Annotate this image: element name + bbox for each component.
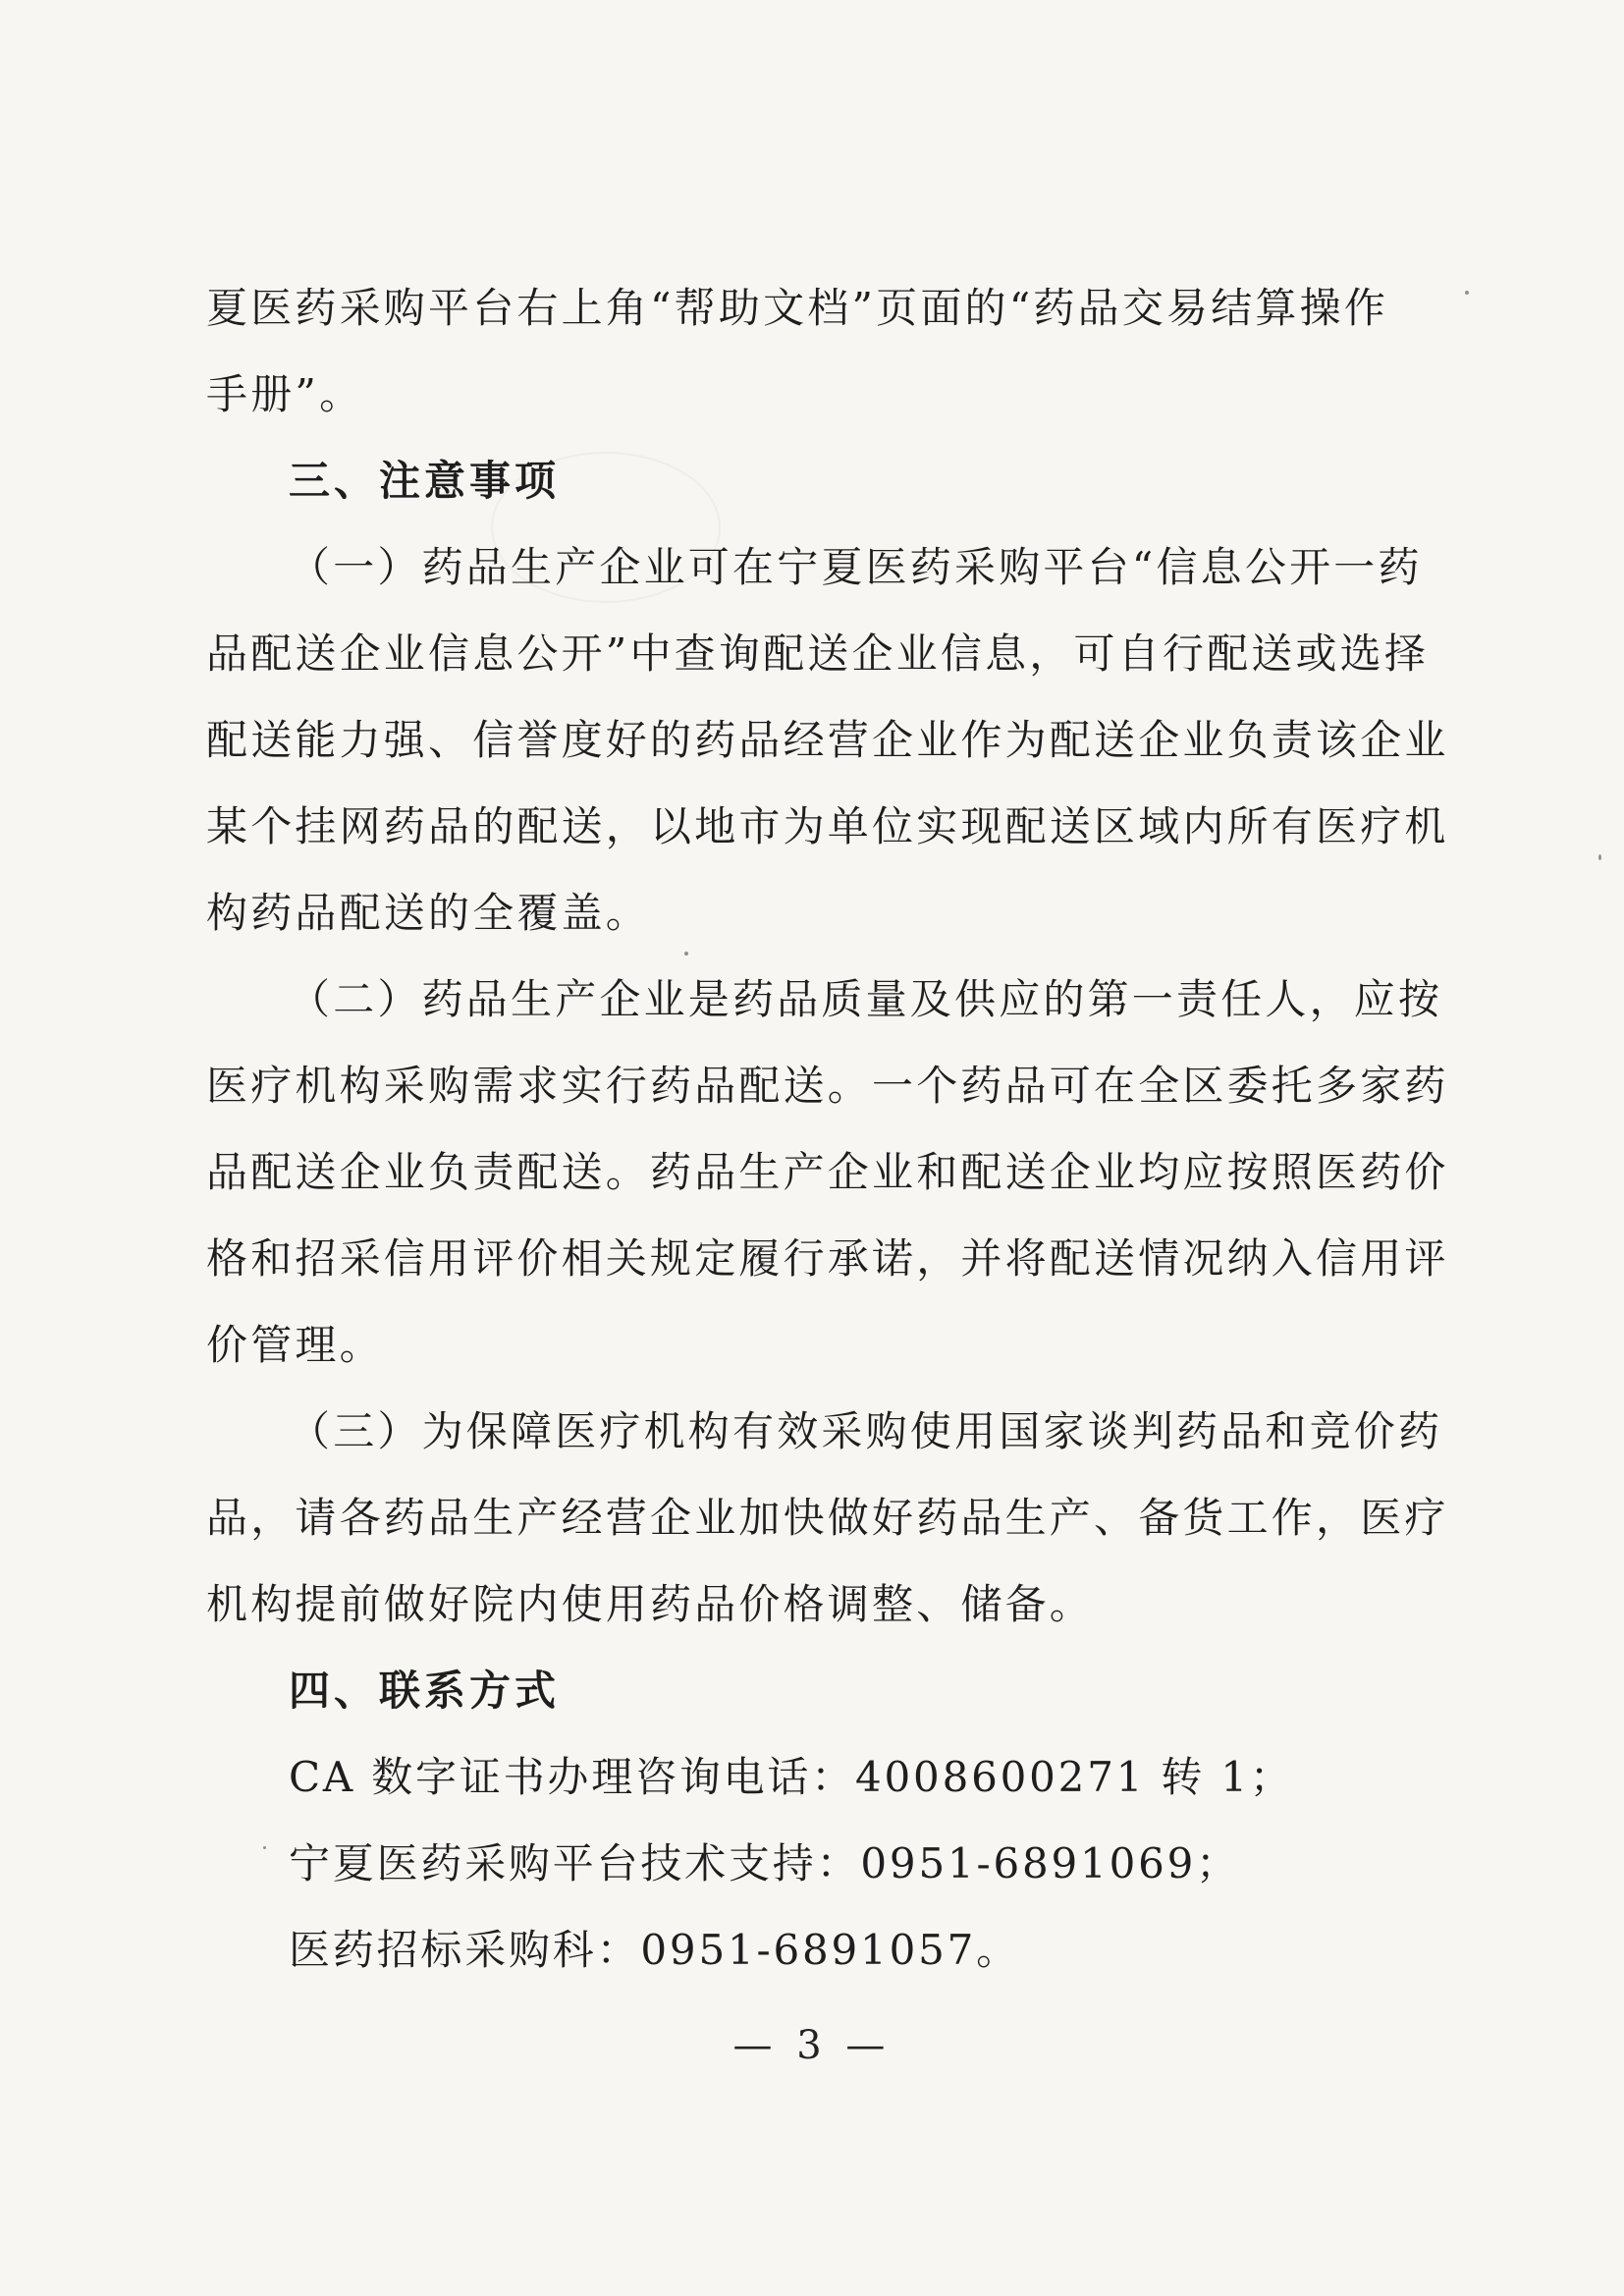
paragraph-item2-line: 格和招采信用评价相关规定履行承诺，并将配送情况纳入信用评: [206, 1234, 1449, 1283]
paragraph-item1-line: 构药品配送的全覆盖。: [206, 889, 651, 937]
scan-speck: [1465, 291, 1469, 295]
section-heading-contacts: 四、联系方式: [289, 1667, 561, 1715]
body-line: 手册”。: [206, 370, 364, 418]
paragraph-item3-line: 机构提前做好院内使用药品价格调整、储备。: [206, 1580, 1095, 1628]
paragraph-item3-line: （三）为保障医疗机构有效采购使用国家谈判药品和竞价药: [289, 1407, 1443, 1455]
paragraph-item2-line: 价管理。: [206, 1321, 384, 1369]
section-heading-notes: 三、注意事项: [289, 457, 561, 505]
paragraph-item2-line: 品配送企业负责配送。药品生产企业和配送企业均应按照医药价: [206, 1148, 1449, 1196]
paragraph-item2-line: （二）药品生产企业是药品质量及供应的第一责任人，应按: [289, 975, 1443, 1023]
page-number: — 3 —: [732, 2023, 892, 2068]
contact-line-procurement-office: 医药招标采购科：0951-6891057。: [289, 1926, 1020, 1974]
contact-line-platform-support: 宁夏医药采购平台技术支持：0951-6891069；: [289, 1839, 1240, 1887]
contact-line-ca: CA 数字证书办理咨询电话：4008600271 转 1；: [289, 1753, 1294, 1801]
paragraph-item1-line: （一）药品生产企业可在宁夏医药采购平台“信息公开一药: [289, 543, 1423, 591]
document-body: [206, 265, 1449, 1994]
body-line: 夏医药采购平台右上角“帮助文档”页面的“药品交易结算操作: [206, 284, 1389, 332]
paragraph-item1-line: 某个挂网药品的配送，以地市为单位实现配送区域内所有医疗机: [206, 802, 1449, 850]
paragraph-item3-line: 品，请各药品生产经营企业加快做好药品生产、备货工作，医疗: [206, 1494, 1449, 1542]
paragraph-item1-line: 配送能力强、信誉度好的药品经营企业作为配送企业负责该企业: [206, 716, 1449, 764]
scan-speck: [1598, 854, 1601, 860]
paragraph-item1-line: 品配送企业信息公开”中查询配送企业信息，可自行配送或选择: [206, 629, 1430, 678]
paragraph-item2-line: 医疗机构采购需求实行药品配送。一个药品可在全区委托多家药: [206, 1062, 1449, 1110]
